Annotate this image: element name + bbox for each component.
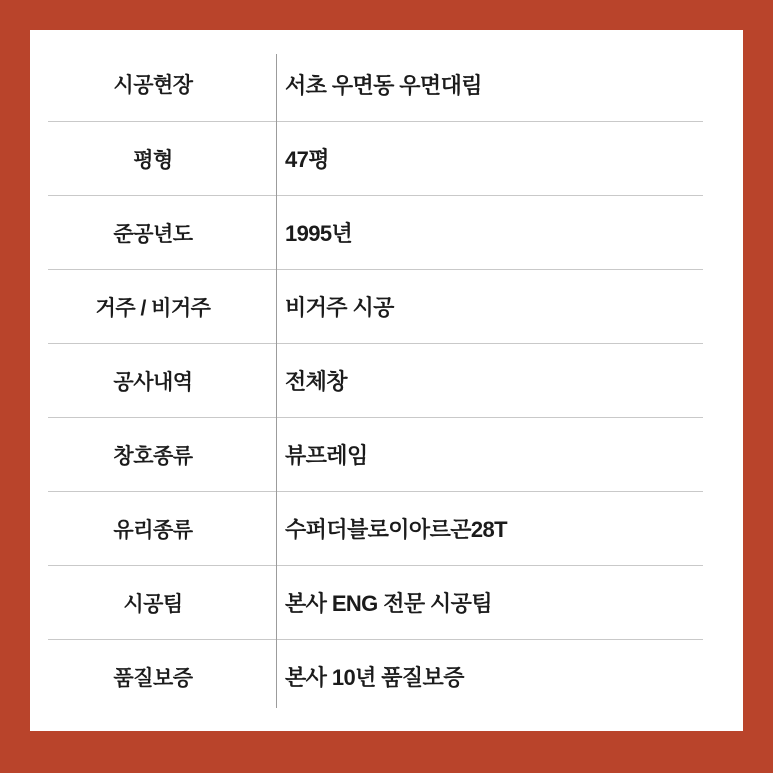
row-divider-cell	[258, 196, 259, 270]
spec-table	[48, 48, 703, 714]
spec-label: 준공년도	[48, 196, 258, 270]
spec-label: 시공현장	[113, 74, 193, 98]
spec-card	[30, 30, 743, 731]
table-row	[48, 196, 703, 270]
spec-value: 수퍼더블로이아르곤28T	[259, 492, 703, 566]
spec-value: 본사 ENG 전문 시공팀	[259, 566, 703, 640]
spec-value: 47평	[259, 122, 703, 196]
spec-value: 뷰프레임	[259, 418, 703, 492]
row-divider-cell	[258, 640, 259, 714]
row-divider-cell	[258, 122, 259, 196]
spec-value: 1995년	[259, 196, 703, 270]
spec-value: 전체창	[259, 344, 703, 418]
spec-value: 본사 10년 품질보증	[259, 640, 703, 714]
row-divider-cell	[258, 492, 259, 566]
spec-label: 유리종류	[48, 492, 258, 566]
table-row	[48, 48, 703, 122]
table-row	[48, 418, 703, 492]
spec-table-wrapper	[30, 48, 743, 714]
table-row	[48, 640, 703, 714]
row-divider-cell	[258, 344, 259, 418]
spec-label: 거주 / 비거주	[48, 270, 258, 344]
spec-label: 창호종류	[48, 418, 258, 492]
table-row	[48, 492, 703, 566]
row-divider-cell	[258, 566, 259, 640]
table-row	[48, 566, 703, 640]
table-row	[48, 270, 703, 344]
row-divider-cell	[258, 418, 259, 492]
spec-label: 시공팀	[48, 566, 258, 640]
table-row	[48, 122, 703, 196]
spec-label: 평형	[48, 122, 258, 196]
column-divider	[276, 54, 277, 708]
spec-label: 품질보증	[48, 640, 258, 714]
spec-label: 공사내역	[48, 344, 258, 418]
row-divider-cell	[258, 270, 259, 344]
spec-value: 서초 우면동 우면대림	[285, 72, 482, 98]
spec-value: 비거주 시공	[259, 270, 703, 344]
row-divider-cell	[258, 48, 259, 122]
table-row	[48, 344, 703, 418]
